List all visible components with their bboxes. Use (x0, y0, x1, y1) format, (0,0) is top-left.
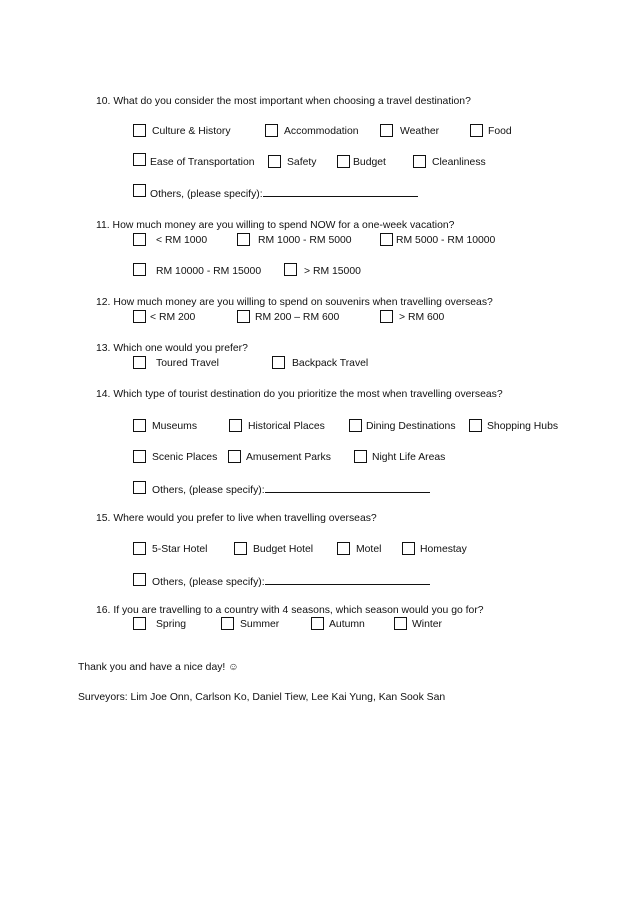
option-label: > RM 15000 (304, 266, 361, 277)
checkbox-q10-budget[interactable] (337, 155, 350, 168)
checkbox-q11-gt-15000[interactable] (284, 263, 297, 276)
option-label: Motel (356, 544, 382, 555)
checkbox-q14-museums[interactable] (133, 419, 146, 432)
option-label: RM 200 – RM 600 (255, 312, 340, 323)
option-label: Weather (400, 126, 440, 137)
option-label: Toured Travel (156, 358, 219, 369)
option-label: Winter (412, 619, 443, 630)
option-label: Scenic Places (152, 452, 218, 463)
checkbox-q10-accommodation[interactable] (265, 124, 278, 137)
option-label: Autumn (329, 619, 365, 630)
question-12: 12. How much money are you willing to spend on souvenirs when travelling overseas? (96, 297, 493, 308)
checkbox-q14-amusement[interactable] (228, 450, 241, 463)
checkbox-q10-cleanliness[interactable] (413, 155, 426, 168)
option-label: Homestay (420, 544, 467, 555)
checkbox-q15-others[interactable] (133, 573, 146, 586)
option-label: Accommodation (284, 126, 359, 137)
checkbox-q15-motel[interactable] (337, 542, 350, 555)
checkbox-q12-200-600[interactable] (237, 310, 250, 323)
option-label: Spring (156, 619, 187, 630)
option-label: Culture & History (152, 126, 231, 137)
question-13: 13. Which one would you prefer? (96, 343, 248, 354)
checkbox-q14-nightlife[interactable] (354, 450, 367, 463)
question-14: 14. Which type of tourist destination do you prioritize the most when travelling overseas? (96, 389, 503, 400)
others-label: Others, (please specify): (150, 186, 418, 201)
checkbox-q10-weather[interactable] (380, 124, 393, 137)
specify-line[interactable] (263, 186, 418, 197)
question-15: 15. Where would you prefer to live when travelling overseas? (96, 513, 377, 524)
checkbox-q11-1000-5000[interactable] (237, 233, 250, 246)
checkbox-q14-scenic[interactable] (133, 450, 146, 463)
checkbox-q10-others[interactable] (133, 184, 146, 197)
option-label: < RM 1000 (156, 235, 208, 246)
checkbox-q11-lt-1000[interactable] (133, 233, 146, 246)
option-label: RM 10000 - RM 15000 (156, 266, 262, 277)
checkbox-q16-summer[interactable] (221, 617, 234, 630)
checkbox-q15-budget[interactable] (234, 542, 247, 555)
question-10: 10. What do you consider the most important when choosing a travel destination? (96, 96, 471, 107)
others-label: Others, (please specify): (152, 482, 430, 497)
option-label: Backpack Travel (292, 358, 369, 369)
checkbox-q14-others[interactable] (133, 481, 146, 494)
option-label: RM 1000 - RM 5000 (258, 235, 352, 246)
others-label: Others, (please specify): (152, 574, 430, 589)
checkbox-q15-5star[interactable] (133, 542, 146, 555)
option-label: Budget Hotel (253, 544, 314, 555)
checkbox-q10-transportation[interactable] (133, 153, 146, 166)
checkbox-q11-5000-10000[interactable] (380, 233, 393, 246)
surveyors-credit: Surveyors: Lim Joe Onn, Carlson Ko, Daniel Tiew, Lee Kai Yung, Kan Sook San (78, 692, 446, 703)
checkbox-q16-autumn[interactable] (311, 617, 324, 630)
option-label: Food (488, 126, 512, 137)
specify-line[interactable] (265, 482, 430, 493)
option-label: RM 5000 - RM 10000 (396, 235, 496, 246)
option-label: Amusement Parks (246, 452, 331, 463)
option-label: Budget (353, 157, 386, 168)
checkbox-q12-gt-600[interactable] (380, 310, 393, 323)
checkbox-q14-historical[interactable] (229, 419, 242, 432)
checkbox-q14-dining[interactable] (349, 419, 362, 432)
checkbox-q11-10000-15000[interactable] (133, 263, 146, 276)
option-label: Safety (287, 157, 317, 168)
question-11: 11. How much money are you willing to spend NOW for a one-week vacation? (96, 220, 455, 231)
checkbox-q16-winter[interactable] (394, 617, 407, 630)
option-label: Historical Places (248, 421, 325, 432)
checkbox-q13-toured[interactable] (133, 356, 146, 369)
option-label: Shopping Hubs (487, 421, 559, 432)
specify-line[interactable] (265, 574, 430, 585)
checkbox-q16-spring[interactable] (133, 617, 146, 630)
option-label: Night Life Areas (372, 452, 446, 463)
checkbox-q10-food[interactable] (470, 124, 483, 137)
option-label: < RM 200 (150, 312, 196, 323)
checkbox-q10-culture-history[interactable] (133, 124, 146, 137)
option-label: Dining Destinations (366, 421, 456, 432)
checkbox-q10-safety[interactable] (268, 155, 281, 168)
option-label: > RM 600 (399, 312, 445, 323)
checkbox-q14-shopping[interactable] (469, 419, 482, 432)
option-label: Museums (152, 421, 198, 432)
checkbox-q13-backpack[interactable] (272, 356, 285, 369)
thank-you-note: Thank you and have a nice day! ☺ (78, 662, 239, 673)
checkbox-q12-lt-200[interactable] (133, 310, 146, 323)
option-label: Summer (240, 619, 280, 630)
question-16: 16. If you are travelling to a country with 4 seasons, which season would you go for? (96, 605, 484, 616)
option-label: Ease of Transportation (150, 157, 255, 168)
checkbox-q15-homestay[interactable] (402, 542, 415, 555)
option-label: Cleanliness (432, 157, 486, 168)
option-label: 5-Star Hotel (152, 544, 208, 555)
